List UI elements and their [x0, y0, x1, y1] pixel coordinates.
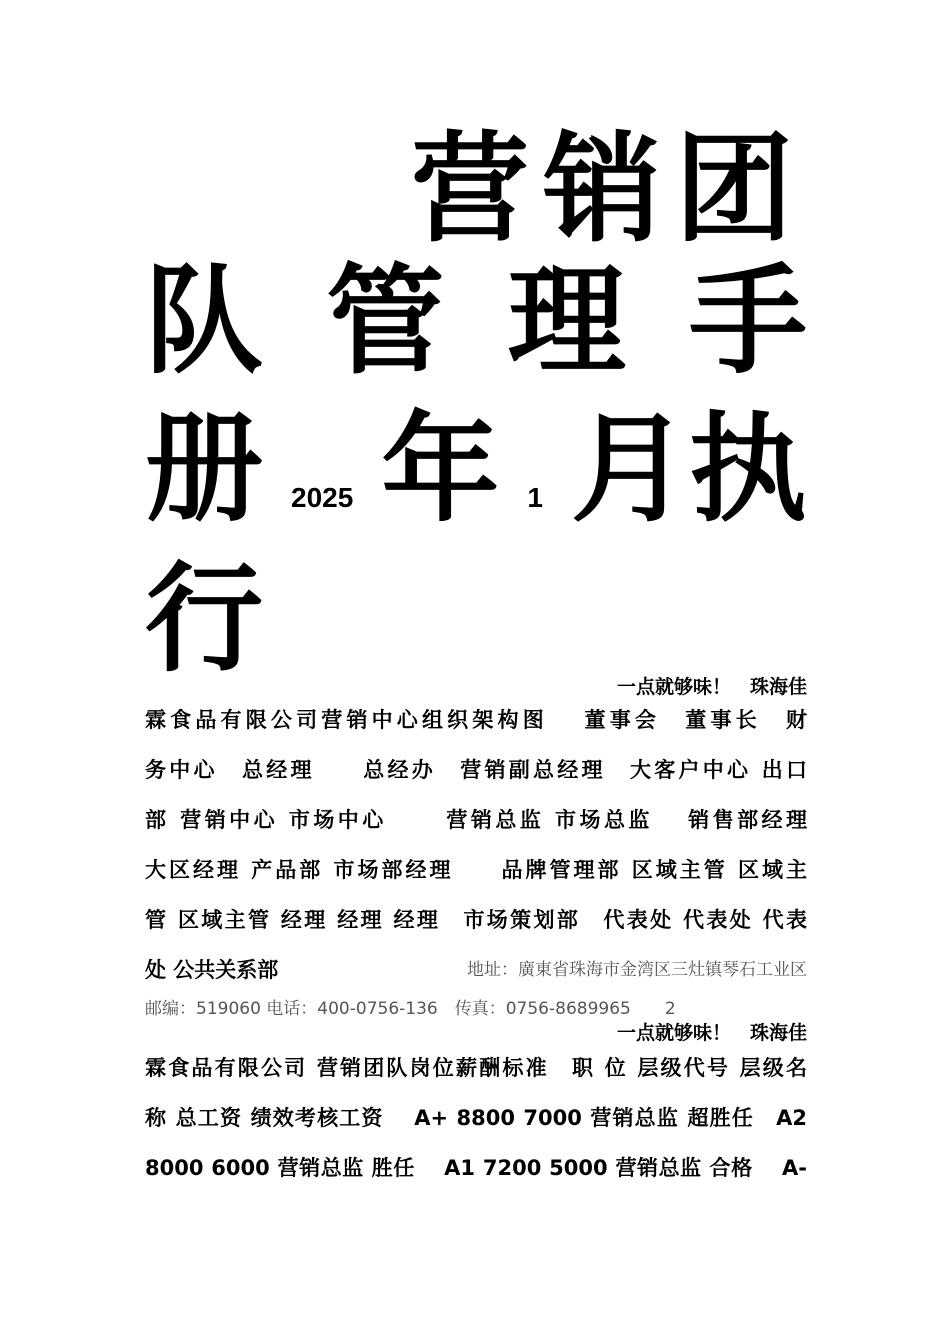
- title-char: 月执: [570, 399, 807, 538]
- org-line-last: 处 公共关系部: [145, 958, 279, 982]
- address-text: 地址：廣東省珠海市金湾区三灶镇琴石工业区: [467, 960, 807, 980]
- org-last-row: [145, 945, 807, 995]
- org-line: 管 区域主管 经理 经理 经理 市场策划部 代表处 代表处 代表: [145, 908, 807, 932]
- org-line: 大区经理 产品部 市场部经理 品牌管理部 区域主管 区域主: [145, 858, 807, 882]
- contact-text: 邮编：519060 电话：400-0756-136 传真：0756-8689965 2: [145, 999, 676, 1019]
- title-char: 手: [688, 251, 807, 390]
- slogan-header: 一点就够味！ 珠海佳: [616, 676, 807, 698]
- title-month: 1: [527, 482, 543, 513]
- title-line-3: [145, 398, 807, 538]
- title-char: 行: [145, 549, 264, 688]
- title-char: 理: [507, 251, 626, 390]
- salary-line: 8000 6000 营销总监 胜任 A1 7200 5000 营销总监 合格 A-: [145, 1156, 807, 1180]
- title-char: 管: [326, 251, 445, 390]
- salary-line: 霖食品有限公司 营销团队岗位薪酬标准 职 位 层级代号 层级名: [145, 1056, 807, 1080]
- title-year: 2025: [291, 482, 354, 513]
- title-line-1: [145, 118, 807, 258]
- org-line: 务中心 总经理 总经办 营销副总经理 大客户中心 出口: [145, 758, 807, 782]
- title-char: 年: [381, 399, 500, 538]
- title-line-2: [145, 250, 807, 390]
- salary-line: 称 总工资 绩效考核工资 A+ 8800 7000 营销总监 超胜任 A2: [145, 1106, 807, 1130]
- title-text-1: 营销团: [410, 119, 807, 258]
- slogan-header: 一点就够味！ 珠海佳: [616, 1022, 807, 1044]
- title-char: 队: [145, 251, 264, 390]
- title-char: 册: [145, 399, 264, 538]
- org-line: 霖食品有限公司营销中心组织架构图 董事会 董事长 财: [145, 708, 807, 732]
- org-line: 部 营销中心 市场中心 营销总监 市场总监 销售部经理: [145, 808, 807, 832]
